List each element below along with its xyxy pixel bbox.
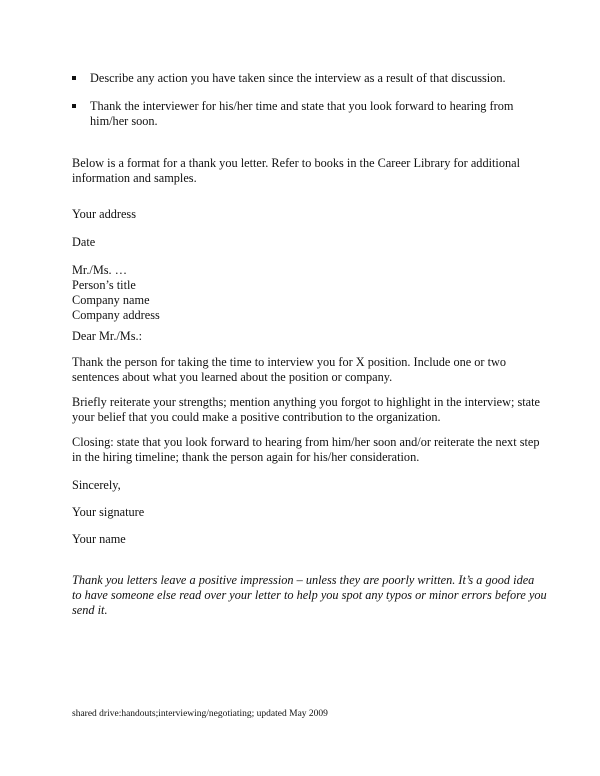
intro-paragraph: Below is a format for a thank you letter. Refer to books in the Career Library for additional information and samples. xyxy=(72,156,521,185)
closing-line: Sincerely, xyxy=(72,478,121,492)
salutation: Dear Mr./Ms.: xyxy=(72,329,143,343)
bullet-marker-icon xyxy=(72,71,82,80)
recipient-block: Mr./Ms. … Person’s title Company name Company address xyxy=(72,263,160,322)
bullet-text: Describe any action you have taken since the interview as a result of that discussion. xyxy=(90,71,506,85)
body-paragraph-1: Thank the person for taking the time to interview you for X position. Include one or two sentences about what you learned about the position or company. xyxy=(72,355,507,384)
advice-note: Thank you letters leave a positive impression – unless they are poorly written. It’s a good idea to have someone else read over your letter to help you spot any typos or minor errors before you send it. xyxy=(72,573,547,617)
body-paragraph-3: Closing: state that you look forward to hearing from him/her soon and/or reiterate the next step in the hiring timeline; thank the person again for his/her consideration. xyxy=(72,435,540,464)
body-paragraph-2: Briefly reiterate your strengths; mention anything you forgot to highlight in the interview; state your belief that you could make a positive contribution to the organization. xyxy=(72,395,540,424)
bullet-marker-icon xyxy=(72,99,82,108)
your-address-line: Your address xyxy=(72,207,136,221)
footer-text: shared drive:handouts;interviewing/negotiating; updated May 2009 xyxy=(72,709,328,719)
bullet-text: Thank the interviewer for his/her time and state that you look forward to hearing from him/her soon. xyxy=(90,99,514,128)
name-line: Your name xyxy=(72,532,126,546)
date-line: Date xyxy=(72,235,96,249)
signature-line: Your signature xyxy=(72,505,145,519)
